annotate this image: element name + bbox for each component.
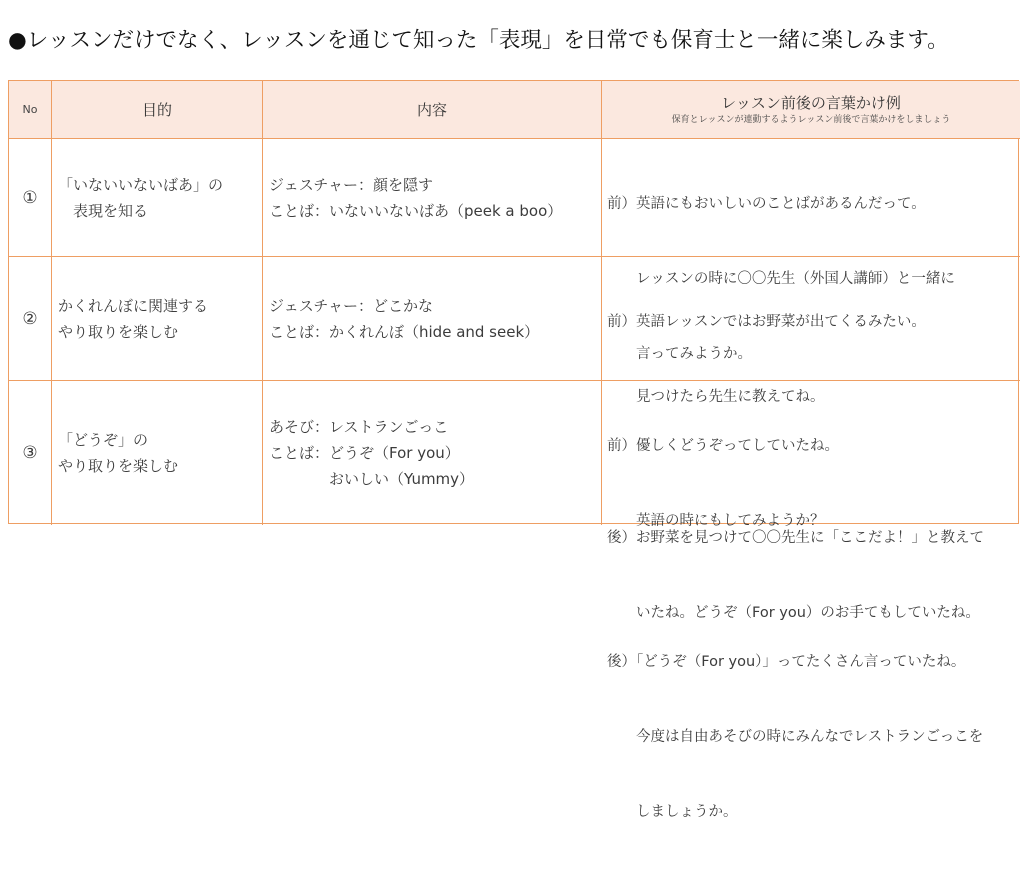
row-1-no: ① bbox=[9, 139, 52, 257]
row-3-advice-after-line: 後）「どうぞ（For you）」ってたくさん言っていたね。 bbox=[607, 654, 966, 670]
row-2-purpose-line: かくれんぼに関連する bbox=[58, 296, 209, 315]
row-3-advice-before-line: 前）優しくどうぞってしていたね。 bbox=[607, 438, 839, 454]
row-2-advice-before-line: 見つけたら先生に教えてね。 bbox=[607, 389, 825, 405]
row-3-content bbox=[263, 381, 602, 525]
header-content bbox=[263, 81, 602, 139]
row-1-purpose-line: 「いないいないばあ」の bbox=[58, 175, 224, 194]
row-3-purpose bbox=[52, 381, 263, 525]
row-1-content bbox=[263, 139, 602, 257]
row-3-advice-after-line: 今度は自由あそびの時にみんなでレストランごっこを bbox=[607, 729, 984, 745]
row-2-content-line: ことば：かくれんぼ（hide and seek） bbox=[269, 322, 540, 341]
row-3-no: ③ bbox=[9, 381, 52, 525]
row-1-purpose bbox=[52, 139, 263, 257]
row-1-content-line: ことば：いないいないばあ（peek a boo） bbox=[269, 201, 563, 220]
header-advice-subtitle: 保育とレッスンが連動するようレッスン前後で言葉かけをしましょう bbox=[671, 114, 951, 125]
row-3-content-line: あそび：レストランごっこ bbox=[269, 418, 449, 436]
headline: ●レッスンだけでなく、レッスンを通じて知った「表現」を日常でも保育士と一緒に楽しみます。 bbox=[8, 28, 949, 53]
row-3-advice-after-line: しましょうか。 bbox=[607, 804, 738, 820]
row-2-purpose bbox=[52, 257, 263, 381]
header-no-label: No bbox=[22, 102, 38, 116]
row-1-content-line: ジェスチャー：顔を隠す bbox=[269, 175, 433, 194]
header-purpose bbox=[52, 81, 263, 139]
row-2-purpose-line: やり取りを楽しむ bbox=[58, 322, 179, 341]
row-2-advice-after-line: 後）お野菜を見つけて〇〇先生に「ここだよ！」と教えて bbox=[607, 530, 984, 546]
row-1-advice-before-line: 言ってみようか。 bbox=[607, 346, 752, 362]
header-advice bbox=[602, 81, 1020, 139]
row-3-content-line: ことば：どうぞ（For you） bbox=[269, 444, 460, 462]
row-1-advice-before-line: レッスンの時に〇〇先生（外国人講師）と一緒に bbox=[607, 271, 955, 287]
row-3-purpose-line: 「どうぞ」の bbox=[58, 431, 149, 449]
row-2-content bbox=[263, 257, 602, 381]
row-2-no: ② bbox=[9, 257, 52, 381]
header-purpose-label: 目的 bbox=[141, 100, 172, 119]
row-3-advice-before-line: 英語の時にもしてみようか？ bbox=[607, 513, 825, 529]
header-content-label: 内容 bbox=[416, 100, 447, 119]
row-2-content-line: ジェスチャー：どこかな bbox=[269, 296, 433, 315]
row-3-purpose-line: やり取りを楽しむ bbox=[58, 457, 179, 475]
row-1-advice-before-line: 前）英語にもおいしいのことばがあるんだって。 bbox=[607, 196, 926, 212]
row-1-purpose-line: 表現を知る bbox=[58, 201, 149, 220]
row-2-advice-before-line: 前）英語レッスンではお野菜が出てくるみたい。 bbox=[607, 314, 926, 330]
row-2-advice-after-line: いたね。どうぞ（For you）のお手てもしていたね。 bbox=[607, 605, 980, 621]
header-advice-title: レッスン前後の言葉かけ例 bbox=[721, 93, 901, 112]
row-3-content-line: おいしい（Yummy） bbox=[269, 470, 475, 488]
advice-spacer bbox=[607, 584, 1015, 600]
lesson-table bbox=[8, 80, 1019, 820]
header-no bbox=[9, 81, 52, 139]
